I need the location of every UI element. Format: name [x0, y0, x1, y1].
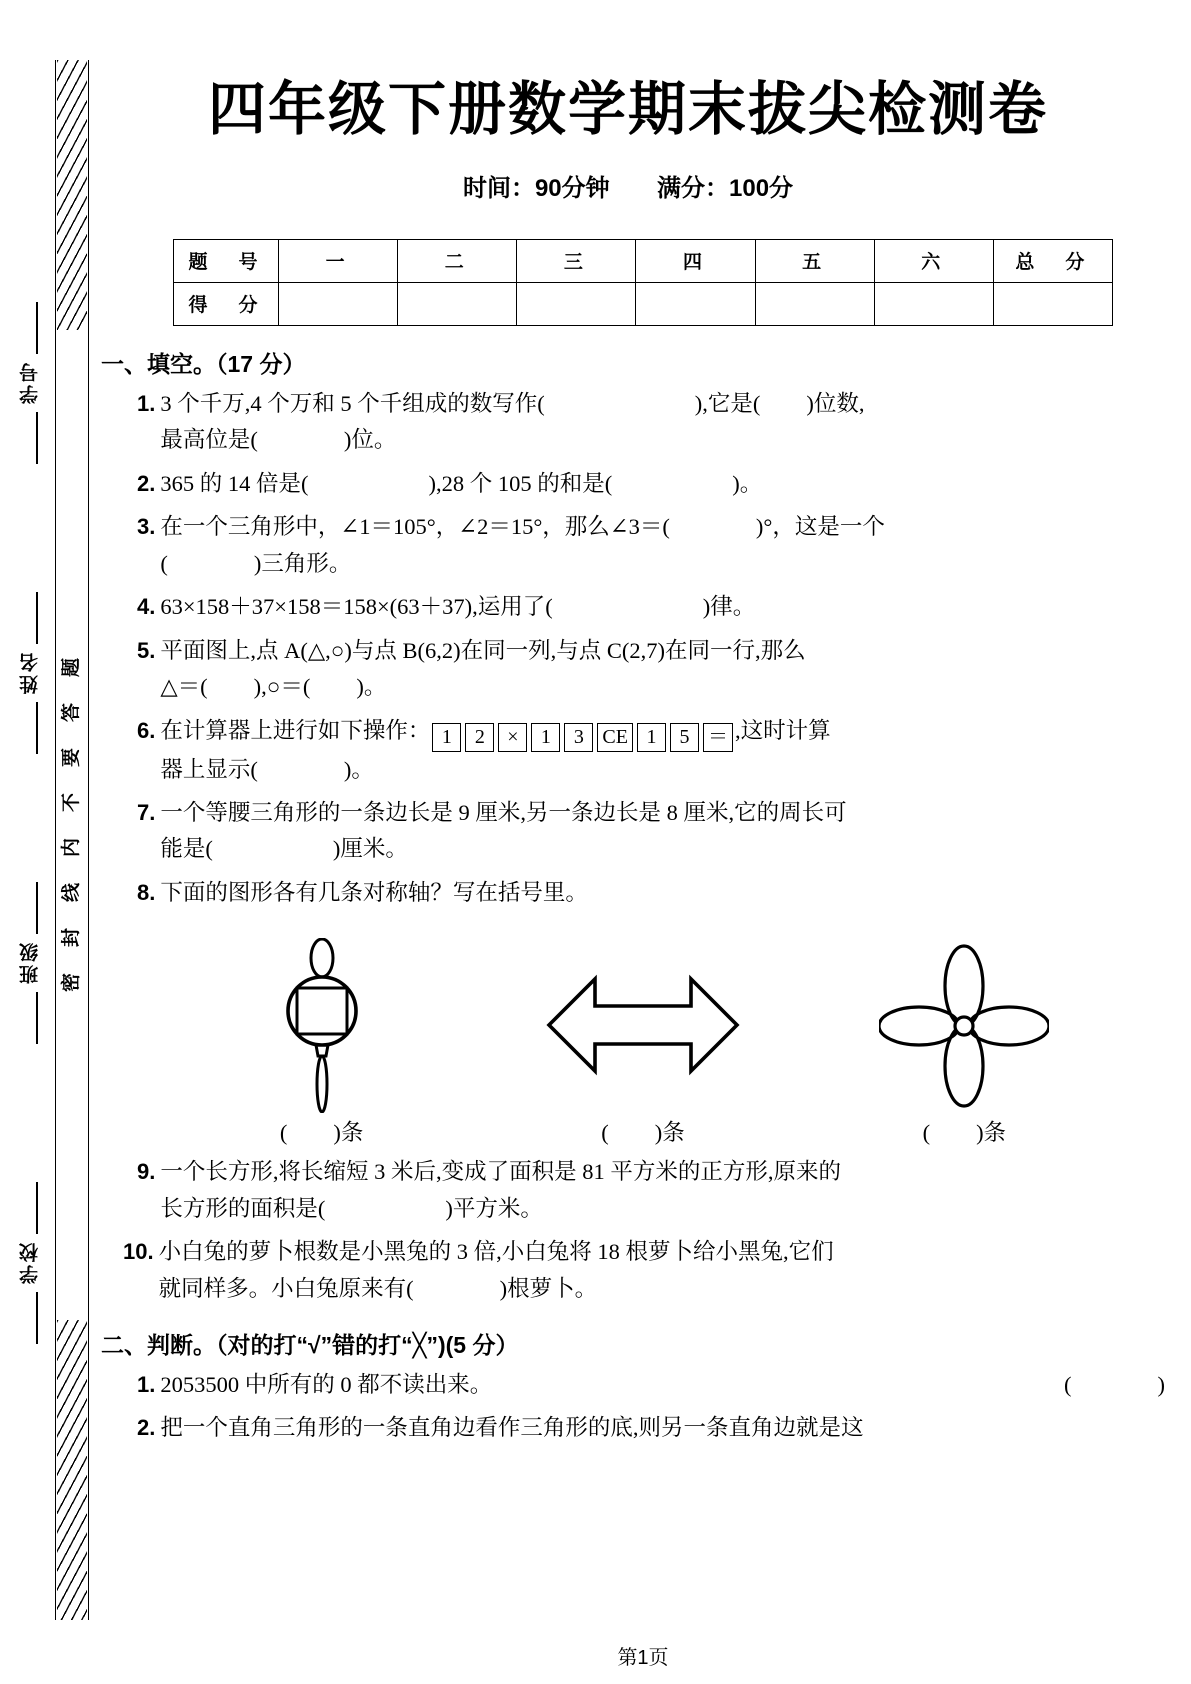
score-cell-4[interactable]: [636, 283, 755, 326]
student-id-rule2: [36, 412, 38, 464]
score-cell-total[interactable]: [993, 283, 1112, 326]
question-10-text-c: )根萝卜。: [499, 1275, 598, 1301]
section2-question-1-text: 2053500 中所有的 0 都不读出来。: [160, 1372, 493, 1397]
question-1-text-d: 最高位是(: [160, 427, 258, 453]
question-1: [101, 386, 1165, 459]
seal-char-0: 密: [61, 972, 83, 993]
class-rule: [36, 882, 38, 934]
seal-line-column: [55, 60, 89, 1620]
question-2-text-a: 365 的 14 倍是(: [160, 470, 309, 496]
class-rule2: [36, 992, 38, 1044]
question-5-text-c: ),○＝(: [253, 674, 311, 700]
calculator-key-multiply[interactable]: ×: [498, 723, 527, 752]
question-5-text-b: △＝(: [160, 674, 208, 700]
section2-question-2-number: 2.: [137, 1415, 156, 1441]
question-4-body: [160, 589, 1165, 625]
question-9-text-c: )平方米。: [445, 1195, 543, 1221]
question-7-text-a: 一个等腰三角形的一条边长是 9 厘米,另一条边长是 8 厘米,它的周长可: [160, 799, 847, 825]
seal-char-4: 不: [61, 792, 83, 813]
mark-open: (: [1064, 1372, 1072, 1397]
question-7-body: [160, 795, 1165, 868]
seal-char-7: 题: [61, 657, 83, 678]
exam-page: [95, 0, 1191, 1684]
section2-question-2-body: [160, 1410, 1165, 1446]
student-name-rule: [36, 592, 38, 644]
page-number: 第1页: [617, 1647, 669, 1669]
question-2: [101, 466, 1165, 502]
figure-1-caption-close: )条: [333, 1120, 364, 1146]
page-title: 四年级下册数学期末拔尖检测卷: [207, 77, 1048, 142]
score-col-1: 一: [279, 240, 398, 283]
question-10-number: 10.: [123, 1239, 154, 1265]
exam-meta: [95, 168, 1191, 203]
section2-question-1: [101, 1367, 1165, 1403]
calculator-key-4[interactable]: 3: [564, 723, 593, 752]
score-col-4: 四: [636, 240, 755, 283]
question-3-text-b: )°，这是一个: [755, 514, 885, 540]
symmetry-figure-captions: [101, 1115, 1165, 1147]
page-footer: [95, 1641, 1191, 1670]
figure-lantern: [197, 938, 447, 1113]
question-5-body: [160, 633, 1165, 706]
question-7-text-b: 能是(: [160, 836, 213, 862]
question-4-text-a: 63×158＋37×158＝158×(63＋37),运用了(: [160, 594, 553, 620]
score-cell-3[interactable]: [517, 283, 636, 326]
seal-hatch-top: [57, 60, 87, 330]
symmetry-figures: [101, 923, 1165, 1113]
score-cell-6[interactable]: [874, 283, 993, 326]
lantern-art: [272, 938, 372, 1113]
question-9-number: 9.: [137, 1159, 156, 1185]
seal-line-text: [62, 330, 81, 1320]
student-id-field: [8, 360, 52, 404]
question-5-number: 5.: [137, 637, 156, 663]
question-10-text-a: 小白兔的萝卜根数是小黑兔的 3 倍,小白兔将 18 根萝卜给小黑兔,它们: [158, 1239, 834, 1265]
question-4: [101, 589, 1165, 625]
section-2-heading: [101, 1327, 1165, 1360]
left-margin-strip: [0, 0, 95, 1684]
seal-char-1: 封: [61, 927, 83, 948]
score-col-3: 三: [517, 240, 636, 283]
question-4-text-b: )律。: [702, 594, 756, 620]
question-9-body: [160, 1154, 1165, 1227]
calculator-key-ce[interactable]: CE: [597, 723, 633, 752]
figure-2-caption-open: (: [601, 1120, 609, 1146]
question-9-text-a: 一个长方形,将长缩短 3 米后,变成了面积是 81 平方米的正方形,原来的: [160, 1159, 841, 1185]
question-5-text-a: 平面图上,点 A(△,○)与点 B(6,2)在同一列,与点 C(2,7)在同一行,那么: [160, 637, 806, 663]
seal-char-3: 内: [61, 837, 83, 858]
question-8-body: [160, 875, 1165, 911]
calculator-key-1[interactable]: 1: [432, 723, 461, 752]
calculator-key-6[interactable]: 5: [670, 723, 699, 752]
question-2-number: 2.: [137, 470, 156, 496]
score-table: [173, 239, 1113, 326]
question-1-text-e: )位。: [343, 427, 397, 453]
question-10-text-b: 就同样多。小白兔原来有(: [158, 1275, 414, 1301]
student-id-rule: [36, 302, 38, 354]
student-name-field: [8, 650, 52, 694]
calculator-key-equals[interactable]: ＝: [703, 723, 733, 752]
class-field: [8, 940, 52, 984]
figure-double-arrow: [518, 938, 768, 1113]
question-1-number: 1.: [137, 391, 156, 416]
time-label: 时间：90分钟: [462, 175, 610, 202]
seal-hatch-bottom: [57, 1320, 87, 1620]
question-1-text-a: 3 个千万,4 个万和 5 个千组成的数写作(: [160, 391, 545, 416]
section2-question-1-number: 1.: [137, 1372, 156, 1397]
figure-3-caption-open: (: [922, 1120, 931, 1146]
question-3-text-a: 在一个三角形中，∠1＝105°，∠2＝15°，那么∠3＝(: [160, 514, 670, 540]
total-score-label: 满分：100分: [657, 175, 794, 202]
question-10-body: [159, 1234, 1165, 1307]
question-4-number: 4.: [137, 594, 156, 620]
question-6: [101, 713, 1165, 788]
question-9: [101, 1154, 1165, 1227]
student-id-label: 学号: [19, 360, 41, 404]
question-7: [101, 795, 1165, 868]
flower-art: [879, 938, 1049, 1113]
score-table-row-label-1: 题 号: [174, 240, 279, 283]
seal-char-6: 答: [61, 702, 83, 723]
question-8: [101, 875, 1165, 911]
student-name-rule2: [36, 702, 38, 754]
question-6-text-b: ,这时计算: [734, 717, 831, 743]
question-10: [101, 1234, 1165, 1307]
score-table-row-label-2: 得 分: [174, 283, 279, 326]
figure-2-caption: [518, 1115, 768, 1147]
question-7-number: 7.: [137, 799, 156, 825]
question-2-text-c: )。: [732, 470, 763, 496]
question-3-text-c: (: [160, 550, 168, 576]
question-8-number: 8.: [137, 879, 156, 905]
score-col-5: 五: [755, 240, 874, 283]
question-6-number: 6.: [137, 717, 156, 743]
seal-char-5: 要: [61, 747, 83, 768]
section-2-title: 二、判断。: [101, 1332, 216, 1358]
question-2-text-b: ),28 个 105 的和是(: [428, 470, 613, 496]
question-6-text-c: 器上显示(: [160, 756, 258, 782]
section-1-heading: [101, 346, 1165, 379]
score-col-2: 二: [398, 240, 517, 283]
school-label: 学校: [19, 1240, 41, 1284]
student-info-column: [8, 60, 52, 1620]
question-3-number: 3.: [137, 514, 156, 540]
question-1-text-b: ),它是(: [694, 391, 761, 416]
section-2-points: （对的打“√”错的打“╳”)(5 分）: [216, 1332, 519, 1358]
section2-question-2: [101, 1410, 1165, 1446]
question-2-body: [160, 466, 1165, 502]
figure-four-petal-flower: [839, 938, 1089, 1113]
score-col-total: 总 分: [993, 240, 1112, 283]
section2-question-1-body: [160, 1367, 1165, 1403]
score-cell-1[interactable]: [279, 283, 398, 326]
school-rule2: [36, 1292, 38, 1344]
seal-char-2: 线: [61, 882, 83, 903]
figure-1-caption: [197, 1115, 447, 1147]
lantern-icon: [272, 938, 372, 1113]
table-row: [174, 240, 1113, 283]
question-5-text-d: )。: [356, 674, 387, 700]
question-3-text-d: )三角形。: [253, 550, 352, 576]
question-6-text-a: 在计算器上进行如下操作：: [160, 717, 431, 743]
question-1-text-c: )位数,: [806, 391, 865, 416]
mark-close: ): [1157, 1372, 1165, 1397]
question-7-text-c: )厘米。: [332, 836, 408, 862]
question-8-text: 下面的图形各有几条对称轴？写在括号里。: [160, 879, 588, 905]
question-1-body: [160, 386, 1165, 459]
section2-question-1-mark[interactable]: [1064, 1367, 1165, 1403]
question-3-body: [160, 509, 1165, 582]
class-label: 班级: [19, 940, 41, 984]
question-9-text-b: 长方形的面积是(: [160, 1195, 326, 1221]
calculator-key-5[interactable]: 1: [637, 723, 666, 752]
exam-content: [95, 346, 1191, 1447]
figure-1-caption-open: (: [279, 1120, 288, 1146]
section2-question-2-text: 把一个直角三角形的一条直角边看作三角形的底,则另一条直角边就是这: [160, 1415, 864, 1441]
figure-3-caption-close: )条: [976, 1120, 1007, 1146]
four-petal-flower-icon: [879, 938, 1049, 1113]
question-6-body: [160, 713, 1165, 788]
score-cell-2[interactable]: [398, 283, 517, 326]
question-6-text-d: )。: [343, 756, 374, 782]
calculator-key-3[interactable]: 1: [531, 723, 560, 752]
table-row: [174, 283, 1113, 326]
question-5: [101, 633, 1165, 706]
double-arrow-art: [543, 938, 743, 1113]
school-field: [8, 1240, 52, 1284]
school-rule: [36, 1182, 38, 1234]
calculator-key-2[interactable]: 2: [465, 723, 494, 752]
figure-2-caption-close: )条: [654, 1120, 685, 1146]
section-1-points: （17 分）: [216, 351, 306, 377]
section-1-title: 一、填空。: [101, 351, 216, 377]
student-name-label: 姓名: [19, 650, 41, 694]
score-col-6: 六: [874, 240, 993, 283]
figure-3-caption: [839, 1115, 1089, 1147]
score-cell-5[interactable]: [755, 283, 874, 326]
double-arrow-icon: [543, 938, 743, 1113]
question-3: [101, 509, 1165, 582]
